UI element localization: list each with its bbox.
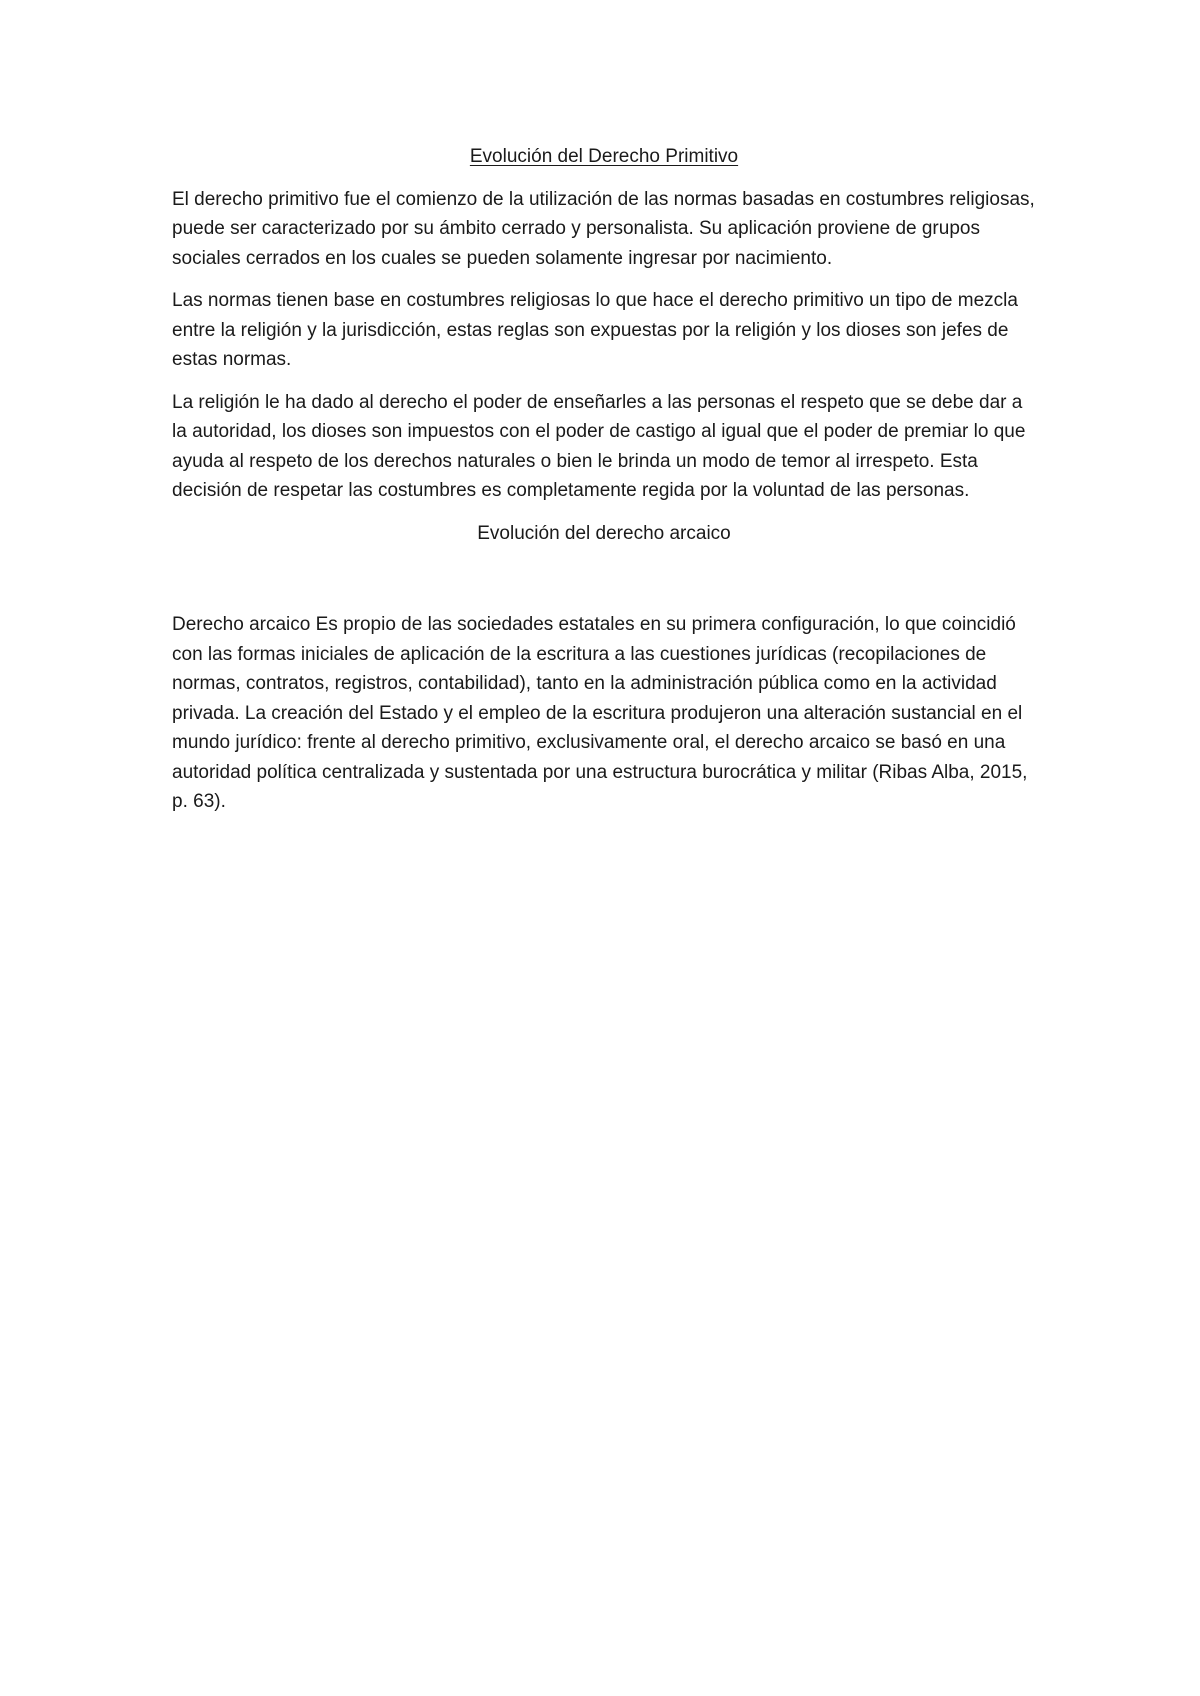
paragraph-3: La religión le ha dado al derecho el poder de enseñarles a las personas el respeto que se debe dar a la autoridad, los dioses son impuestos con el poder de castigo al igual que el poder de premiar lo que ayuda al respeto de los derechos naturales o bien le brinda un modo de temor al irrespeto. Esta decisión de respetar las costumbres es completamente regida por la voluntad de las personas. (172, 391, 1026, 501)
closing-paragraph: Derecho arcaico Es propio de las sociedades estatales en su primera configuración, lo que coincidió con las formas iniciales de aplicación de la escritura a las cuestiones jurídicas (recopilaciones de normas, contratos, registros, contabilidad), tanto en la administración pública como en la actividad privada. La creación del Estado y el empleo de la escritura produjeron una alteración sustancial en el mundo jurídico: frente al derecho primitivo, exclusivamente oral, el derecho arcaico se basó en una autoridad política centralizada y sustentada por una estructura burocrática y militar (Ribas Alba, 2015, p. 63). (172, 614, 1028, 812)
document-title-text: Evolución del Derecho Primitivo (469, 146, 739, 167)
section-subtitle: Evolución del derecho arcaico (477, 522, 731, 544)
document-title (172, 142, 1036, 172)
paragraph-1: El derecho primitivo fue el comienzo de la utilización de las normas basadas en costumbres religiosas, puede ser caracterizado por su ámbito cerrado y personalista. Su aplicación proviene de grupos sociales cerrados en los cuales se pueden solamente ingresar por nacimiento. (172, 188, 1035, 269)
document-body (172, 142, 1036, 830)
paragraph-2: Las normas tienen base en costumbres religiosas lo que hace el derecho primitivo un tipo de mezcla entre la religión y la jurisdicción, estas reglas son expuestas por la religión y los dioses son jefes de estas normas. (172, 290, 1018, 370)
